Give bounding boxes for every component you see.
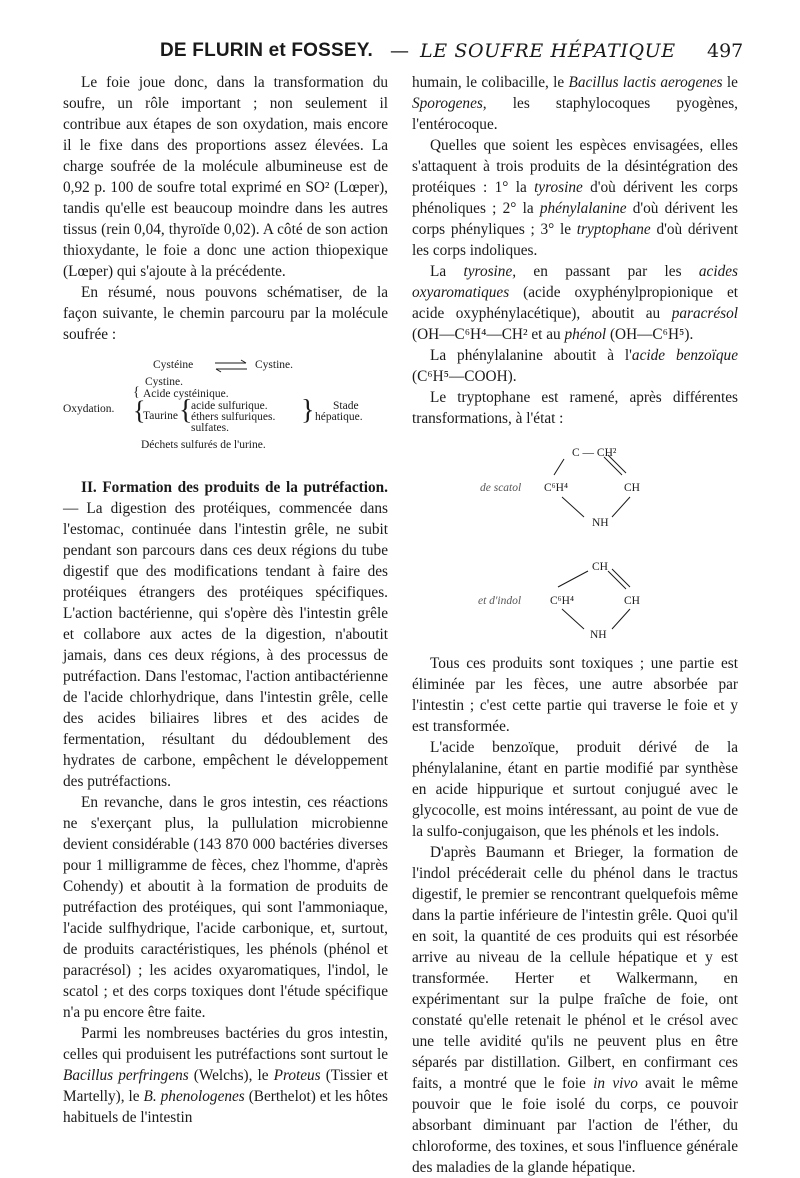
page-number: 497 (707, 40, 744, 62)
scatol-bottom: NH (592, 517, 609, 529)
scheme-dechets: Déchets sulfurés de l'urine. (141, 439, 266, 451)
term: acides oxyaromatiques (412, 263, 738, 301)
text-run: La phénylalanine aboutit à l' (430, 347, 632, 364)
paragraph (412, 842, 738, 1178)
scheme-ethers-sulfuriques: éthers sulfuriques. (191, 411, 276, 423)
right-column (412, 72, 738, 1178)
species-name: B. phenologenes (143, 1088, 245, 1105)
scheme-taurine: Taurine (143, 410, 178, 422)
species-name: Bacillus perfringens (63, 1067, 189, 1084)
text-run: (Berthelot) et les hôtes habituels de l'intestin (63, 1088, 388, 1126)
species-name: Bacillus lactis aerogenes (568, 74, 723, 91)
brace-icon: { (133, 396, 146, 425)
text-run: (Welchs), le (188, 1067, 274, 1084)
paragraph (412, 345, 738, 387)
scheme-stade: Stade (333, 400, 359, 412)
scheme-cysteine: Cystéine (153, 359, 194, 371)
sulfur-pathway-scheme (63, 359, 388, 467)
scheme-acide-sulfurique: acide sulfurique. (191, 400, 268, 412)
text-run: (acide oxyphénylpropionique et acide oxyphénylacétique), aboutit au (412, 284, 738, 322)
text-run: (OH—C⁶H⁴—CH² et au (412, 326, 565, 343)
term: tyrosine, (463, 263, 517, 280)
header-separator: — (390, 40, 409, 62)
term: in vivo (593, 1075, 638, 1092)
text-run: (Tissier et Martelly), le (63, 1067, 388, 1105)
term: tryptophane (576, 221, 651, 238)
text-run: (OH—C⁶H⁵). (606, 326, 694, 343)
term: tyrosine (534, 179, 583, 196)
brace-icon: { (179, 395, 193, 426)
text-run: d'où dérivent les corps phénoliques ; 2° la (412, 179, 739, 217)
scheme-acide-cysteinique: Acide cystéinique. (143, 388, 229, 400)
paragraph (412, 135, 738, 261)
scatol-left: C⁶H⁴ (544, 482, 568, 494)
brace-icon: } (301, 395, 315, 426)
scatol-label: de scatol (480, 482, 522, 494)
section-paragraph (63, 477, 388, 792)
paragraph: Le foie joue donc, dans la transformation du soufre, un rôle important ; non seulement il contribue aux étapes de son oxydation, mais encore il le fixe dans des proportions assez élevées. La charge soufrée de la molécule albumineuse est de 0,92 p. 100 de soufre total exprimé en SO² (Lœper), tandis qu'elle est beaucoup moindre dans les autres tissus (rein 0,04, thyroïde 0,02). A côté de son action thioxydante, le foie a donc une action thiopexique (Lœper) qui s'ajoute à la précédente. (63, 74, 388, 280)
paragraph (412, 261, 738, 345)
left-column (63, 72, 388, 1128)
indol-formula (412, 553, 738, 675)
scheme-oxydation: Oxydation. (63, 403, 115, 415)
term: acide benzoïque (631, 347, 738, 364)
indol-label: et d'indol (478, 595, 522, 607)
header-title: LE SOUFRE HÉPATIQUE (420, 40, 676, 62)
paragraph: En résumé, nous pouvons schématiser, de la façon suivante, le chemin parcouru par la molécule soufrée : (63, 284, 388, 343)
term: phénylalanine (539, 200, 627, 217)
scatol-right: CH (624, 482, 640, 494)
scheme-sulfates: sulfates. (191, 422, 230, 434)
text-run: les staphylocoques pyogènes, l'entérocoque. (412, 95, 738, 133)
text-run: le (722, 74, 738, 91)
text-run: en passant par les (516, 263, 699, 280)
scheme-hepatique: hépatique. (315, 411, 363, 423)
text-run: Quelles que soient les espèces envisagées, elles s'attaquent à trois produits de la désintégration des protéiques : 1° la (412, 137, 738, 196)
text-run: d'où dérivent les corps indoliques. (412, 221, 739, 259)
paragraph: Le tryptophane est ramené, après différentes transformations, à l'état : (412, 389, 738, 427)
species-name: Sporogenes, (412, 95, 487, 112)
text-run: D'après Baumann et Brieger, la formation de l'indol précéderait celle du phénol dans le tractus digestif, le premier se rencontrant quelquefois même dans la partie inférieure de l'intestin grêle. Quoi qu'il en soit, la quantité de ces produits qui est résorbée arrive au niveau de la cellule hépatique et y est transformée. Herter et Walkermann, en expérimentant sur la pulpe fraîche de foie, ont constaté qu'elle retenait le phénol et le crésol avec une telle avidité qu'ils ne peuvent plus en être séparés par distillation. Gilbert, en confirmant ces faits, a montré que le foie (412, 844, 738, 1092)
paragraph: En revanche, dans le gros intestin, ces réactions ne s'exerçant plus, la pullulation microbienne devient considérable (143 870 000 bactéries diverses pour 1 milligramme de fèces, chez l'homme, d'après Cohendy) et aboutit à la formation de produits de putréfaction des protéiques, qui sont l'ammoniaque, l'acide sulfhydrique, l'acide carbonique, et, surtout, de produits caractéristiques, les phénols (phénol et paracrésol) ; les acides oxyaromatiques, l'indol, le scatol ; et des corps toxiques dont l'étude spécifique n'a pu encore être faite. (63, 794, 388, 1021)
brace-icon: { (133, 385, 140, 400)
scheme-cystine-right: Cystine. (255, 359, 294, 371)
indol-bonds (412, 553, 738, 675)
indol-left: C⁶H⁴ (550, 595, 574, 607)
indol-bottom: NH (590, 629, 607, 641)
species-name: Proteus (273, 1067, 321, 1084)
text-run: La (430, 263, 464, 280)
paragraph: L'acide benzoïque, produit dérivé de la phénylalanine, étant en partie modifié par synthèse en acide hippurique et surtout conjugué avec le glycocolle, est moins intéressant, au point de vue de la sulfo-conjugaison, que les phénols et les indols. (412, 739, 738, 840)
equilibrium-arrows-icon (213, 359, 249, 373)
indol-top: CH (592, 561, 608, 573)
text-run: (C⁶H⁵—COOH). (412, 368, 517, 385)
indol-right: CH (624, 595, 640, 607)
scheme-cystine: Cystine. (145, 376, 184, 388)
text-run: Parmi les nombreuses bactéries du gros intestin, celles qui produisent les putréfactions sont surtout le (63, 1025, 388, 1063)
paragraph (412, 72, 738, 135)
paragraph: Tous ces produits sont toxiques ; une partie est éliminée par les fèces, une autre absorbée par l'intestin ; c'est cette partie qui traverse le foie et y est transformée. (412, 655, 738, 735)
section-title: II. Formation des produits de la putréfaction. (81, 479, 388, 496)
header-authors: DE FLURIN et FOSSEY. (160, 40, 374, 61)
text-run: d'où dérivent les corps phényliques ; 3° le (412, 200, 738, 238)
paragraph (63, 1023, 388, 1128)
text-run: avait le même pouvoir que le foie isolé du corps, ce pouvoir absorbant diminuant par l'action de l'éther, du chloroforme, des toxines, et sous l'influence générale des maladies de la glande hépatique. (412, 1075, 738, 1176)
text-run: humain, le colibacille, le (412, 74, 569, 91)
paragraph-text: — La digestion des protéiques, commencée dans l'estomac, continuée dans l'intestin grêle, ne subit pendant son parcours dans ces deux régions du tube digestif que des modifications tendant à faire des protéiques étrangers des protéiques spécifiques. L'action bactérienne, qui s'opère dès l'intestin grêle et collabore aux actes de la digestion, n'aboutit jamais, dans ces deux régions, à des processus de putréfaction. Dans l'estomac, l'action antibactérienne de l'acide chlorhydrique, dans l'intestin grêle, celle des acides biliaires libres et des acides de fermentation, résultant du dédoublement des hydrates de carbone, empêchent le développement des putréfactions. (63, 500, 388, 790)
running-header (0, 40, 800, 70)
term: phénol (564, 326, 607, 343)
scatol-formula (412, 437, 738, 559)
scatol-top: C — CH² (572, 447, 617, 459)
term: paracrésol (671, 305, 738, 322)
